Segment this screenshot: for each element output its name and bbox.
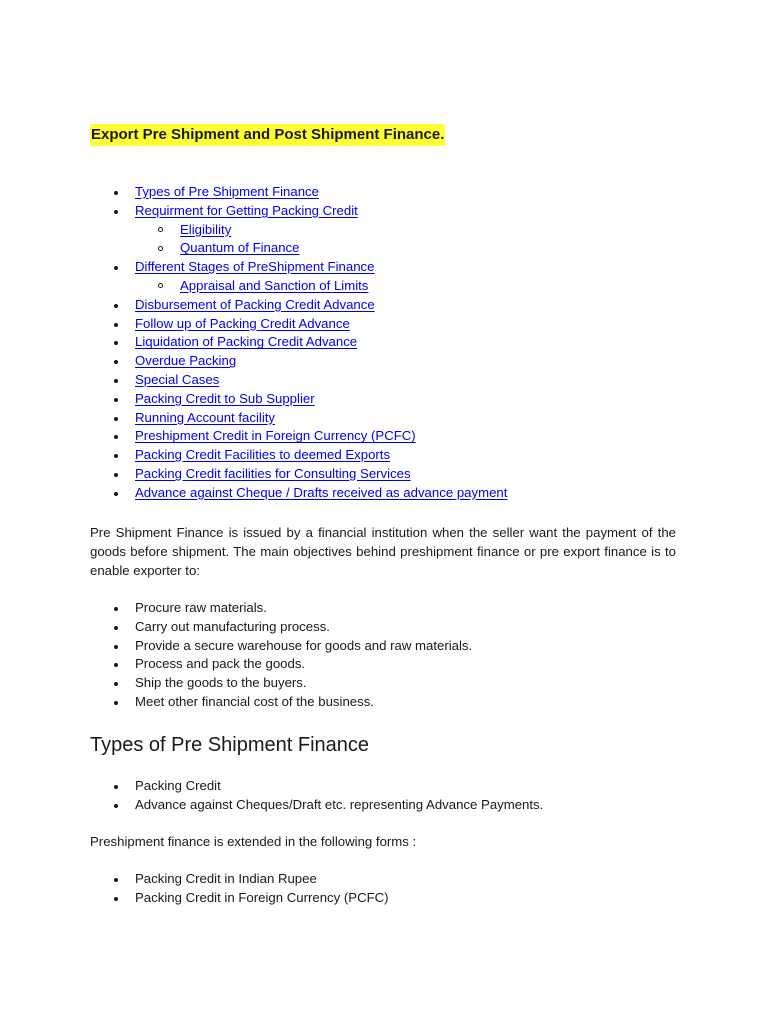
toc-item: [0, 409, 768, 428]
types-list: [0, 777, 768, 815]
toc-link-overdue-packing[interactable]: Overdue Packing: [135, 353, 237, 369]
toc-link-appraisal-and-sanction[interactable]: Appraisal and Sanction of Limits: [180, 277, 369, 293]
toc-item: [0, 465, 768, 484]
toc-link-follow-up[interactable]: Follow up of Packing Credit Advance: [135, 315, 350, 331]
toc-item: [0, 315, 768, 334]
toc-link-deemed-exports[interactable]: Packing Credit Facilities to deemed Exports: [135, 447, 391, 463]
toc-link-running-account[interactable]: Running Account facility: [135, 409, 276, 425]
toc-link-consulting-services[interactable]: Packing Credit facilities for Consulting Services: [135, 465, 411, 481]
forms-list: [0, 870, 768, 908]
toc-item: [0, 446, 768, 465]
toc-item: [0, 427, 768, 446]
toc-subitem: [0, 277, 768, 296]
toc-item: [0, 258, 768, 277]
toc-link-types-of-pre-shipment-finance[interactable]: Types of Pre Shipment Finance: [135, 184, 319, 199]
toc-item: [0, 202, 768, 221]
objectives-list: [0, 599, 768, 712]
list-item: Packing Credit in Foreign Currency (PCFC): [0, 889, 768, 908]
toc-subitem: [0, 239, 768, 258]
toc-subitem: [0, 221, 768, 240]
table-of-contents: [0, 183, 768, 503]
toc-link-different-stages[interactable]: Different Stages of PreShipment Finance: [135, 259, 375, 275]
toc-link-requirment-for-packing-credit[interactable]: Requirment for Getting Packing Credit: [135, 202, 358, 218]
list-item: Meet other financial cost of the business.: [0, 693, 768, 712]
document-title: Export Pre Shipment and Post Shipment Finance.: [90, 124, 445, 146]
toc-link-special-cases[interactable]: Special Cases: [135, 371, 220, 387]
toc-link-liquidation[interactable]: Liquidation of Packing Credit Advance: [135, 334, 358, 350]
list-item: Procure raw materials.: [0, 599, 768, 618]
toc-link-eligibility[interactable]: Eligibility: [180, 221, 232, 237]
list-item: Packing Credit: [0, 777, 768, 796]
section-heading: Types of Pre Shipment Finance: [90, 734, 370, 756]
toc-link-sub-supplier[interactable]: Packing Credit to Sub Supplier: [135, 390, 315, 406]
toc-item: [0, 352, 768, 371]
list-item: Carry out manufacturing process.: [0, 618, 768, 637]
list-item: Advance against Cheques/Draft etc. representing Advance Payments.: [0, 796, 768, 815]
toc-link-advance-against-cheque[interactable]: Advance against Cheque / Drafts received as advance payment: [135, 484, 508, 500]
toc-item: [0, 183, 768, 202]
toc-item: [0, 390, 768, 409]
list-item: Ship the goods to the buyers.: [0, 674, 768, 693]
intro-paragraph: Pre Shipment Finance is issued by a financial institution when the seller want the payment of the goods before shipment. The main objectives behind preshipment finance or pre export finance is to enable exporter to:: [90, 525, 676, 579]
toc-link-pcfc[interactable]: Preshipment Credit in Foreign Currency (PCFC): [135, 428, 416, 444]
forms-intro: Preshipment finance is extended in the following forms :: [90, 834, 417, 849]
toc-item: [0, 296, 768, 315]
toc-item: [0, 484, 768, 503]
list-item: Process and pack the goods.: [0, 655, 768, 674]
list-item: Packing Credit in Indian Rupee: [0, 870, 768, 889]
toc-link-quantum-of-finance[interactable]: Quantum of Finance: [180, 240, 300, 256]
list-item: Provide a secure warehouse for goods and raw materials.: [0, 637, 768, 656]
toc-item: [0, 333, 768, 352]
toc-item: [0, 371, 768, 390]
toc-link-disbursement[interactable]: Disbursement of Packing Credit Advance: [135, 296, 375, 312]
